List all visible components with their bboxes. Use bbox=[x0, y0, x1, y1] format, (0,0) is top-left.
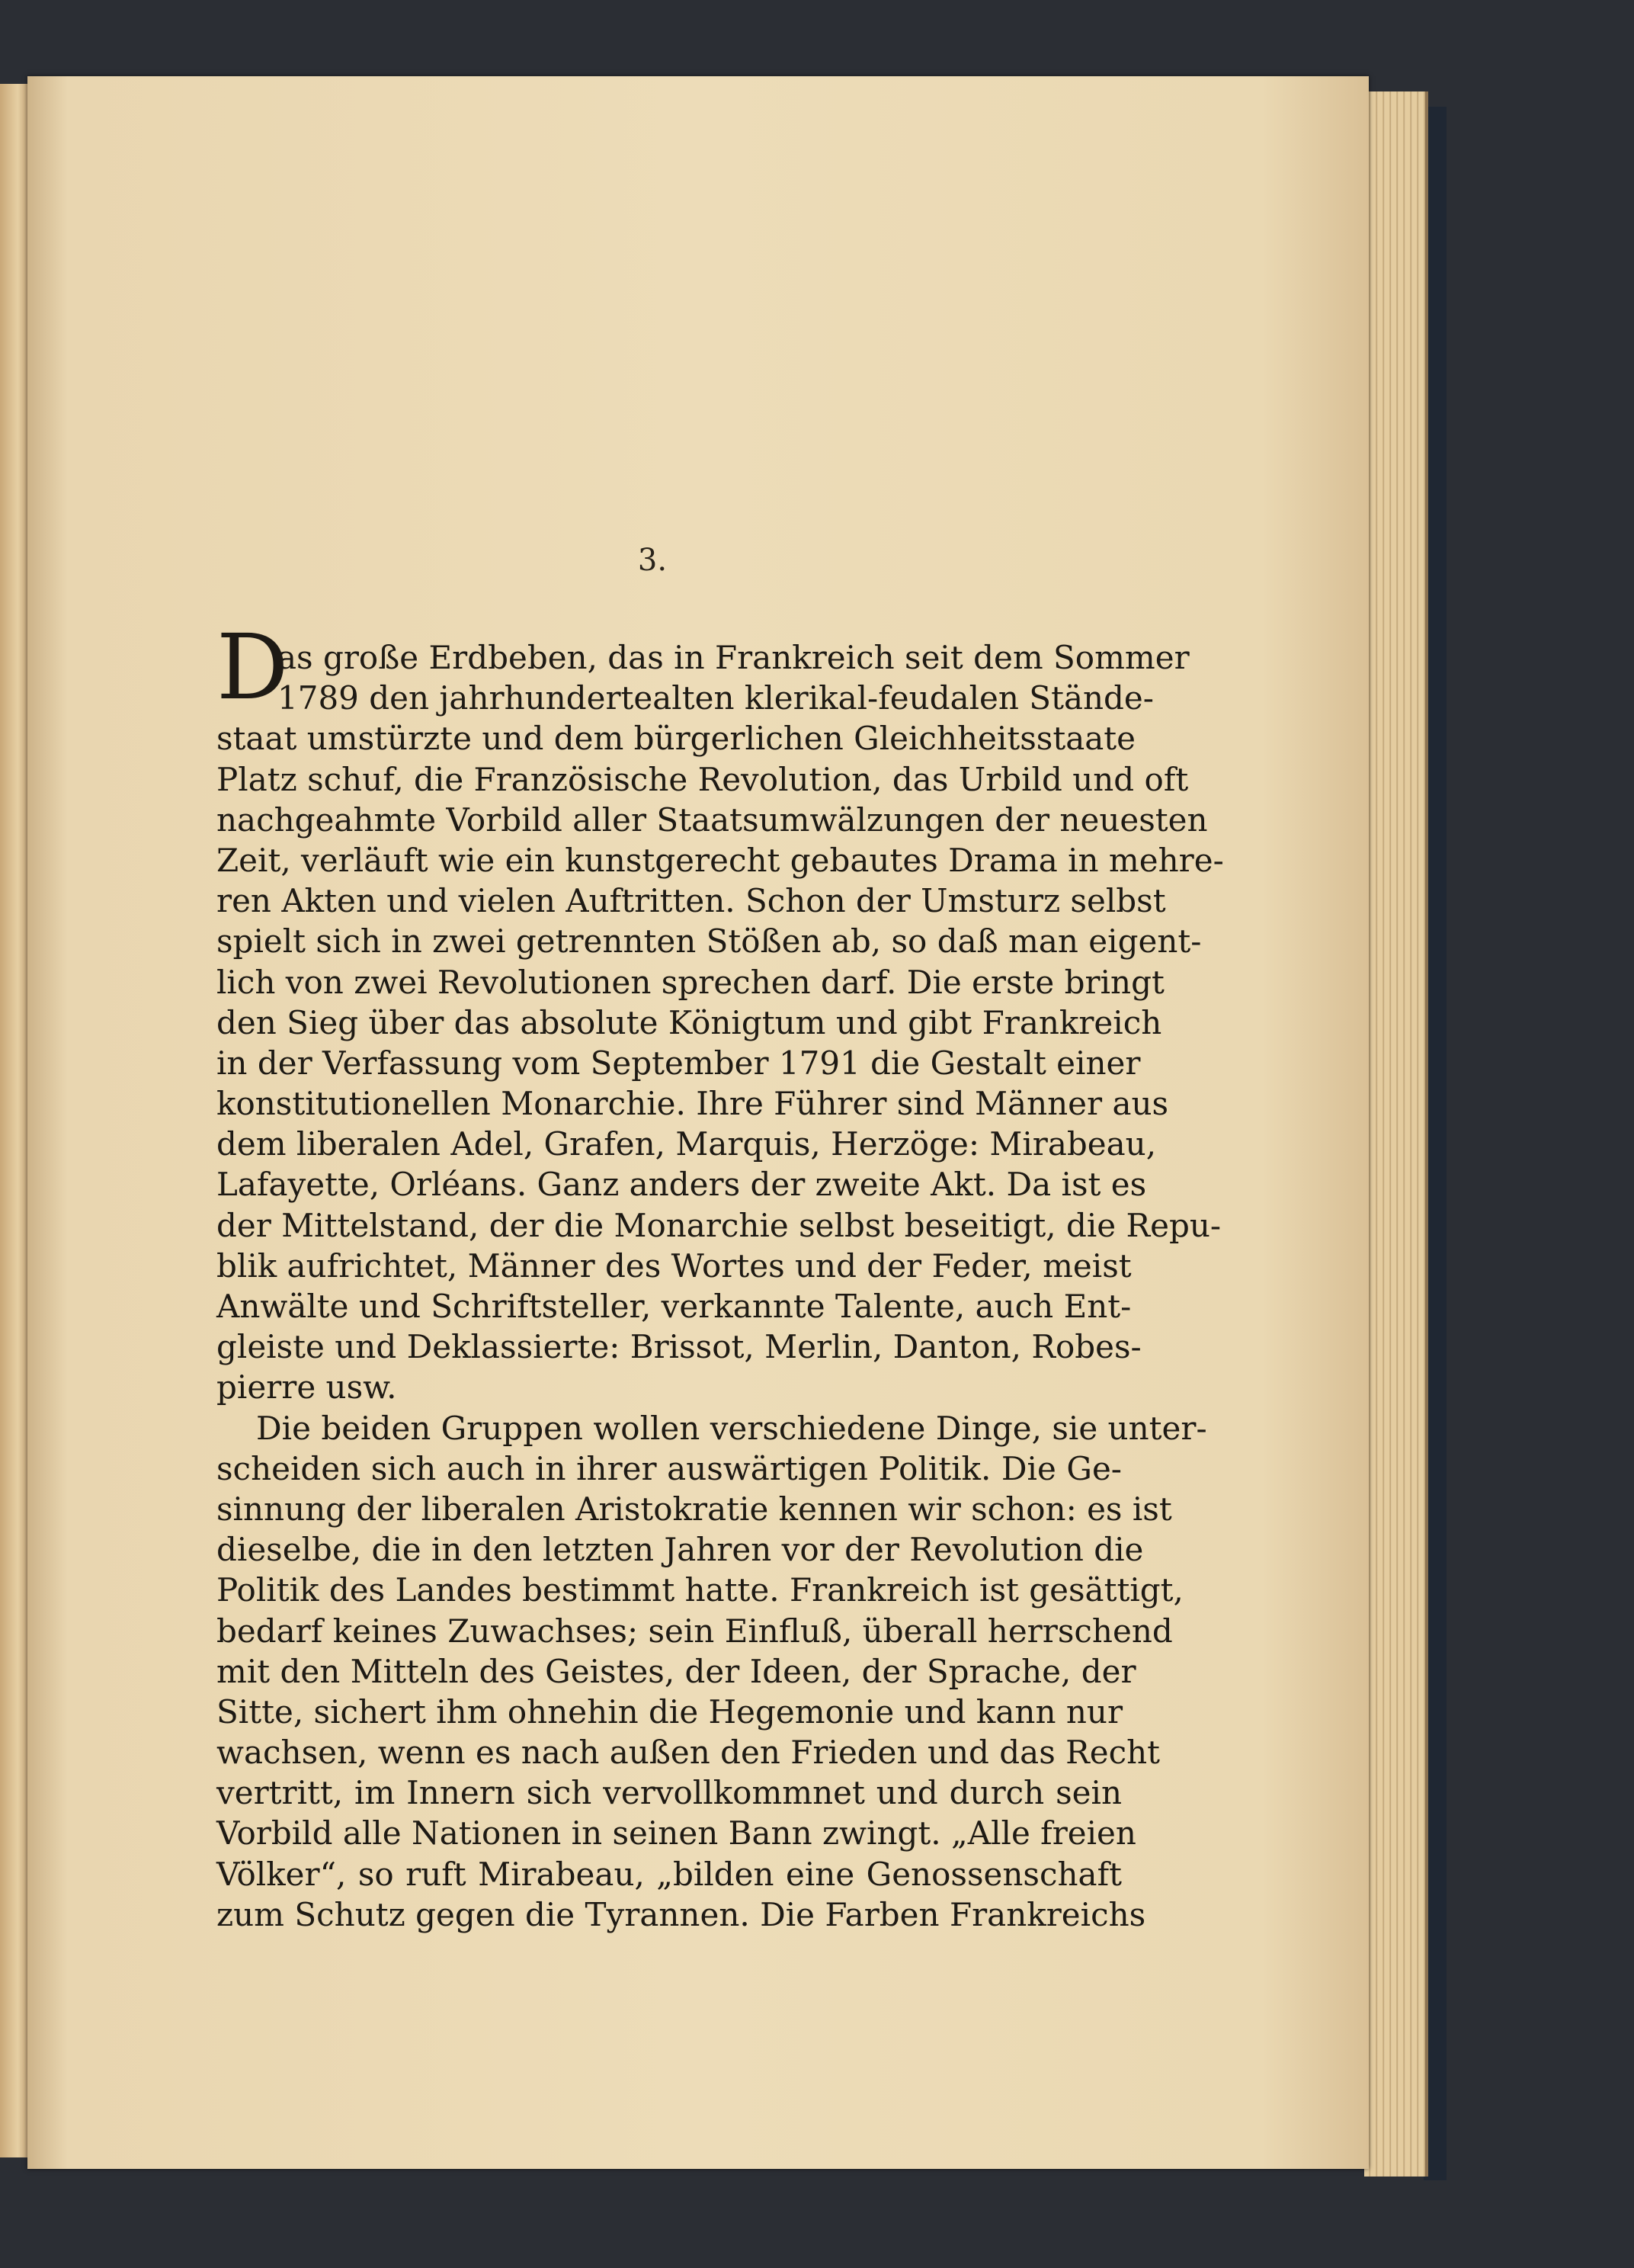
text-line: Anwälte und Schriftsteller, verkannte Talente, auch Ent- bbox=[216, 1288, 1132, 1325]
text-line: Völker“, so ruft Mirabeau, „bilden eine Genossenschaft bbox=[216, 1855, 1122, 1893]
text-line: Politik des Landes bestimmt hatte. Frankreich ist gesättigt, bbox=[216, 1571, 1184, 1609]
page-stack-edge bbox=[1364, 91, 1428, 2177]
text-line: vertritt, im Innern sich vervollkommnet und durch sein bbox=[216, 1774, 1122, 1812]
text-line: scheiden sich auch in ihrer auswärtigen Politik. Die Ge- bbox=[216, 1449, 1122, 1487]
text-line: dem liberalen Adel, Grafen, Marquis, Herzöge: Mirabeau, bbox=[216, 1125, 1157, 1163]
text-line: Zeit, verläuft wie ein kunstgerecht gebautes Drama in mehre- bbox=[216, 841, 1224, 879]
text-line: staat umstürzte und dem bürgerlichen Gleichheitsstaate bbox=[216, 720, 1136, 758]
text-line: ren Akten und vielen Auftritten. Schon der Umsturz selbst bbox=[216, 882, 1166, 920]
text-line: mit den Mitteln des Geistes, der Ideen, der Sprache, der bbox=[216, 1652, 1136, 1690]
text-line: Vorbild alle Nationen in seinen Bann zwingt. „Alle freien bbox=[216, 1814, 1136, 1853]
text-line: Sitte, sichert ihm ohnehin die Hegemonie und kann nur bbox=[216, 1692, 1123, 1731]
text-line: pierre usw. bbox=[216, 1368, 397, 1407]
text-line: Die beiden Gruppen wollen verschiedene Dinge, sie unter- bbox=[256, 1409, 1207, 1447]
text-line: nachgeahmte Vorbild aller Staatsumwälzungen der neuesten bbox=[216, 800, 1208, 839]
book-page bbox=[27, 76, 1369, 2169]
text-line: blik aufrichtet, Männer des Wortes und der Feder, meist bbox=[216, 1246, 1132, 1285]
text-line: gleiste und Deklassierte: Brissot, Merlin, Danton, Robes- bbox=[216, 1328, 1142, 1366]
text-line: Lafayette, Orléans. Ganz anders der zweite Akt. Da ist es bbox=[216, 1166, 1147, 1204]
paragraph-2 bbox=[216, 1408, 1207, 1935]
paragraph-1 bbox=[216, 637, 1224, 1408]
text-line: 1789 den jahrhundertealten klerikal-feudalen Stände- bbox=[277, 679, 1154, 717]
text-line: dieselbe, die in den letzten Jahren vor der Revolution die bbox=[216, 1531, 1144, 1569]
text-line: bedarf keines Zuwachses; sein Einfluß, überall herrschend bbox=[216, 1612, 1173, 1650]
text-line: den Sieg über das absolute Königtum und gibt Frankreich bbox=[216, 1003, 1162, 1041]
text-block bbox=[216, 549, 1224, 1933]
text-line: der Mittelstand, der die Monarchie selbst beseitigt, die Repu- bbox=[216, 1206, 1222, 1244]
text-line: konstitutionellen Monarchie. Ihre Führer sind Männer aus bbox=[216, 1085, 1169, 1123]
text-line: sinnung der liberalen Aristokratie kennen wir schon: es ist bbox=[216, 1490, 1172, 1528]
text-line: spielt sich in zwei getrennten Stößen ab, so daß man eigent- bbox=[216, 922, 1202, 961]
text-line: wachsen, wenn es nach außen den Frieden und das Recht bbox=[216, 1734, 1161, 1772]
text-line: as große Erdbeben, das in Frankreich seit dem Sommer bbox=[277, 639, 1190, 676]
text-line: in der Verfassung vom September 1791 die Gestalt einer bbox=[216, 1044, 1141, 1082]
drop-cap: D bbox=[216, 614, 289, 720]
text-line: Platz schuf, die Französische Revolution, das Urbild und oft bbox=[216, 760, 1189, 798]
page-number: 3. bbox=[637, 543, 668, 578]
text-line: zum Schutz gegen die Tyrannen. Die Farben Frankreichs bbox=[216, 1895, 1146, 1933]
text-line: lich von zwei Revolutionen sprechen darf. Die erste bringt bbox=[216, 963, 1165, 1001]
